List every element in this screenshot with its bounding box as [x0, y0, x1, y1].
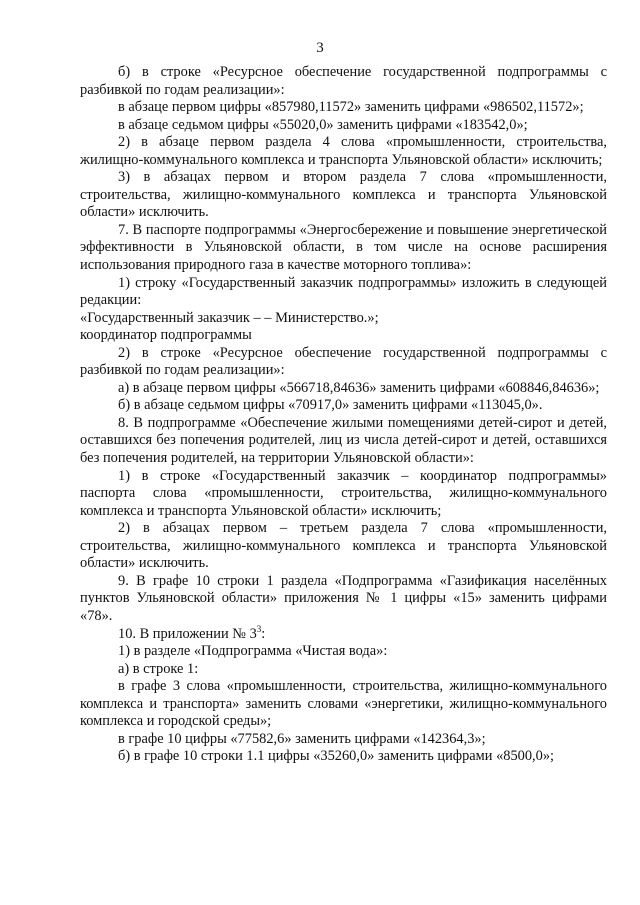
- paragraph: а) в абзаце первом цифры «566718,84636» заменить цифрами «608846,84636»;: [118, 379, 600, 396]
- document-body: [80, 64, 607, 766]
- superscript: 3: [256, 623, 262, 634]
- paragraph: 3) в абзацах первом и втором раздела 7 слова «промышленности, строительства, жилищно-коммунального комплекса и транспорта Ульяновской области» исключить.: [80, 169, 607, 221]
- paragraph: 9. В графе 10 строки 1 раздела «Подпрограмма «Газификация населённых пунктов Ульяновской области» приложения № 1 цифры «15» заменить цифрами «78».: [80, 572, 607, 624]
- paragraph: 2) в абзаце первом раздела 4 слова «промышленности, строительства, жилищно-коммунального комплекса и транспорта Ульяновской области» исключить;: [80, 134, 607, 168]
- paragraph: 2) в абзацах первом – третьем раздела 7 слова «промышленности, строительства, жилищно-коммунального комплекса и транспорта Ульяновской области» исключить.: [80, 520, 607, 572]
- paragraph: в графе 10 цифры «77582,6» заменить цифрами «142364,3»;: [118, 730, 486, 747]
- paragraph: а) в строке 1:: [118, 660, 199, 677]
- paragraph: 2) в строке «Ресурсное обеспечение государственной подпрограммы с разбивкой по годам реализации»:: [80, 344, 607, 379]
- paragraph: б) в строке «Ресурсное обеспечение государственной подпрограммы с разбивкой по годам реализации»:: [80, 64, 607, 98]
- paragraph: 1) в разделе «Подпрограмма «Чистая вода»:: [118, 643, 388, 660]
- paragraph: в графе 3 слова «промышленности, строительства, жилищно-коммунального комплекса и транспорта» заменить словами «энергетики, жилищно-коммунального комплекса и городской среды»;: [80, 678, 607, 730]
- paragraph: координатор подпрограммы: [80, 327, 252, 344]
- paragraph: [80, 623, 607, 644]
- paragraph: в абзаце первом цифры «857980,11572» заменить цифрами «986502,11572»;: [118, 99, 584, 116]
- paragraph: 1) в строке «Государственный заказчик – координатор подпрограммы» паспорта слова «промышленности, строительства, жилищно-коммунального комплекса и транспорта Ульяновской области» исключить;: [80, 467, 607, 519]
- paragraph: «Государственный заказчик – – Министерство.»;: [80, 309, 379, 326]
- paragraph: в абзаце седьмом цифры «55020,0» заменить цифрами «183542,0»;: [118, 116, 528, 133]
- paragraph: 8. В подпрограмме «Обеспечение жилыми помещениями детей-сирот и детей, оставшихся без попечения родителей, лиц из числа детей-сирот и детей, оставшихся без попечения родителей, на территории Ульяновской области»:: [80, 414, 607, 467]
- paragraph: б) в абзаце седьмом цифры «70917,0» заменить цифрами «113045,0».: [118, 397, 543, 414]
- page-number: 3: [316, 40, 324, 56]
- paragraph-text: 10. В приложении № 3: [118, 625, 257, 642]
- paragraph: 7. В паспорте подпрограммы «Энергосбережение и повышение энергетической эффективности в Ульяновской области, в том числе на основе расширения использования природного газа в качестве моторного топлива»:: [80, 221, 607, 274]
- paragraph-tail: :: [261, 625, 266, 642]
- paragraph: б) в графе 10 строки 1.1 цифры «35260,0» заменить цифрами «8500,0»;: [118, 748, 555, 765]
- paragraph: 1) строку «Государственный заказчик подпрограммы» изложить в следующей редакции:: [80, 274, 607, 309]
